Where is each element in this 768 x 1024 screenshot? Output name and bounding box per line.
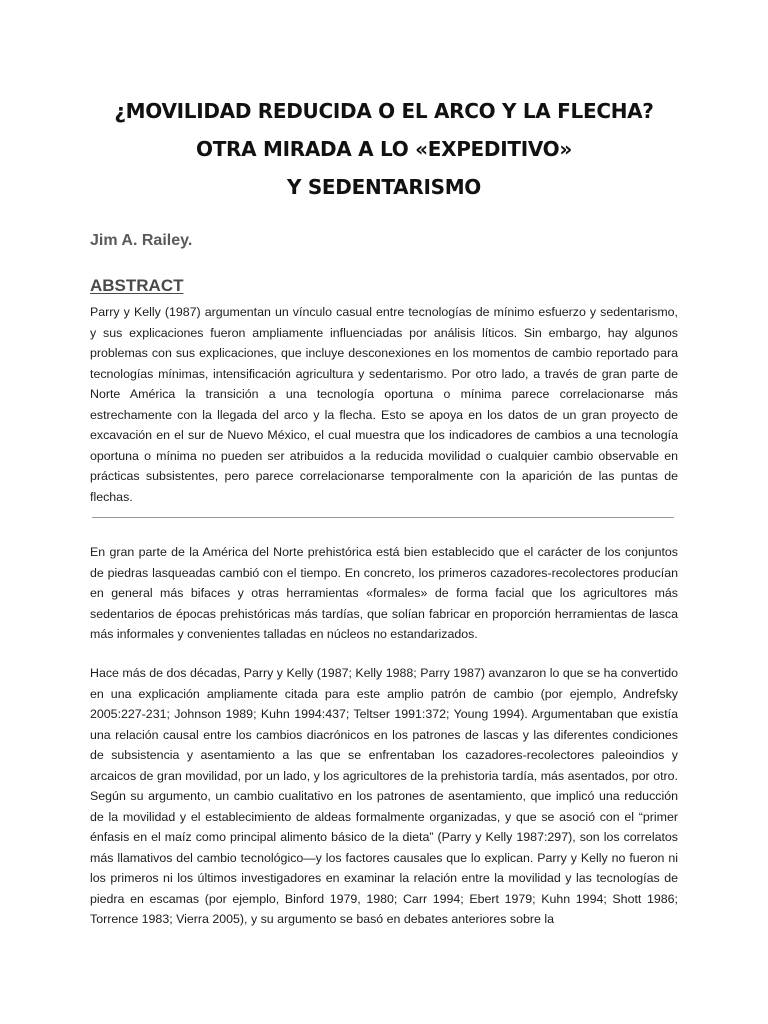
title-line-2: OTRA MIRADA A LO «EXPEDITIVO» [196,137,572,161]
body-paragraph-2: Hace más de dos décadas, Parry y Kelly (1987; Kelly 1988; Parry 1987) avanzaron lo que se ha convertido en una explicación ampliamente citada para este amplio patrón de cambio (por ejemplo, Andrefsky 2005:227-231; Johnson 1989; Kuhn 1994:437; Teltser 1991:372; Young 1994). Argumentaban que existía una relación causal entre los cambios diacrónicos en los patrones de lascas y las diferentes condiciones de subsistencia y asentamiento a las que se enfrentaban los cazadores-recolectores paleoindios y arcaicos de gran movilidad, por un lado, y los agricultores de la prehistoria tardía, más asentados, por otro. Según su argumento, un cambio cualitativo en los patrones de asentamiento, que implicó una reducción de la movilidad y el establecimiento de aldeas formalmente organizadas, y que se asoció con el “primer énfasis en el maíz como principal alimento básico de la dieta” (Parry y Kelly 1987:297), son los correlatos más llamativos del cambio tecnológico—y los factores causales que lo explican. Parry y Kelly no fueron ni los primeros ni los últimos investigadores en examinar la relación entre la movilidad y las tecnologías de piedra en escamas (por ejemplo, Binford 1979, 1980; Carr 1994; Ebert 1979; Kuhn 1994; Shott 1986; Torrence 1983; Vierra 2005), y su argumento se basó en debates anteriores sobre la [90,666,678,926]
document-title [0,92,768,206]
title-line-3: Y SEDENTARISMO [286,175,482,199]
abstract-heading: ABSTRACT [90,276,184,295]
author-name: Jim A. Railey. [90,232,193,249]
title-line-1: ¿MOVILIDAD REDUCIDA O EL ARCO Y LA FLECHA? [114,99,654,123]
body-paragraph-1: En gran parte de la América del Norte prehistórica está bien establecido que el carácter de los conjuntos de piedras lasqueadas cambió con el tiempo. En concreto, los primeros cazadores-recolectores producían en general más bifaces y otras herramientas «formales» de forma facial que los agricultores más sedentarios de épocas prehistóricas más tardías, que solían fabricar en proporción herramientas de lasca más informales y convenientes talladas en núcleos no estandarizados. [90,545,678,641]
section-divider [92,517,674,518]
abstract-body: Parry y Kelly (1987) argumentan un vínculo casual entre tecnologías de mínimo esfuerzo y sedentarismo, y sus explicaciones fueron ampliamente influenciadas por análisis líticos. Sin embargo, hay algunos problemas con sus explicaciones, que incluye desconexiones en los momentos de cambio reportado para tecnologías mínimas, intensificación agricultura y sedentarismo. Por otro lado, a través de gran parte de Norte América la transición a una tecnología oportuna o mínima parece correlacionarse más estrechamente con la llegada del arco y la flecha. Esto se apoya en los datos de un gran proyecto de excavación en el sur de Nuevo México, el cual muestra que los indicadores de cambios a una tecnología oportuna o mínima no pueden ser atribuidos a la reducida movilidad o cualquier cambio observable en prácticas subsistentes, pero parece correlacionarse temporalmente con la aparición de las puntas de flechas. [90,305,678,504]
